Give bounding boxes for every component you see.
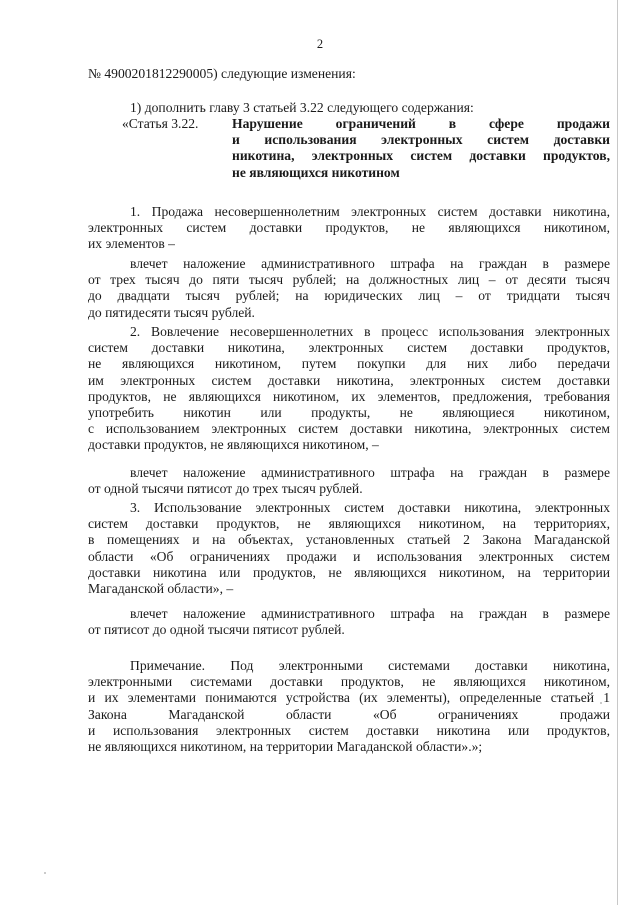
paragraph-line: 2. Вовлечение несовершеннолетних в процесс использования электронных	[130, 324, 610, 339]
note-line: электронными системами доставки продуктов, не являющихся никотином,	[88, 674, 610, 690]
article-title-line: не являющихся никотином	[232, 164, 400, 180]
article-number: «Статья 3.22.	[122, 116, 199, 131]
paragraph-line: до двадцати тысяч рублей; на юридических лиц – от тридцати тысяч	[88, 288, 610, 304]
paragraph-line: влечет наложение административного штрафа на граждан в размере	[130, 606, 610, 621]
paragraph-line: систем доставки продуктов, не являющихся никотином, на территориях,	[88, 516, 610, 532]
paragraph-2	[88, 256, 610, 321]
item1-text: 1) дополнить главу 3 статьей 3.22 следующего содержания:	[130, 100, 474, 115]
scan-edge-line	[617, 0, 618, 905]
paragraph-line: электронных систем доставки продуктов, не являющихся никотином,	[88, 220, 610, 236]
paragraph-line: в помещениях и на объектах, установленных статьей 2 Закона Магаданской	[88, 532, 610, 548]
paragraph-1	[88, 204, 610, 253]
article-title-line: и использования электронных систем доставки	[232, 132, 610, 148]
page-number: 2	[316, 37, 324, 51]
paragraph-5	[88, 500, 610, 597]
note-line: Закона Магаданской области «Об ограничениях продажи	[88, 706, 610, 722]
note-line: Примечание. Под электронными системами доставки никотина,	[130, 658, 610, 673]
paragraph-line: продуктов, не являющихся никотином, их элементов, предложения, требования	[88, 388, 610, 404]
paragraph-line: доставки продуктов, не являющихся никотином, –	[88, 437, 379, 453]
note-line: не являющихся никотином, на территории Магаданской области».»;	[88, 739, 483, 755]
paragraph-6	[88, 606, 610, 638]
paragraph-line: от трех тысяч до пяти тысяч рублей; на должностных лиц – от десяти тысяч	[88, 272, 610, 288]
note	[88, 658, 610, 755]
note-line: и их элементами понимаются устройства (их элементы), определенные статьей 1	[88, 690, 610, 706]
paragraph-line: употребить никотин или продукты, не являющиеся никотином,	[88, 405, 610, 421]
paragraph-line: 3. Использование электронных систем доставки никотина, электронных	[130, 500, 610, 515]
paragraph-line: от одной тысячи пятисот до трех тысяч рублей.	[88, 481, 363, 497]
paragraph-line: их элементов –	[88, 236, 175, 252]
note-line: и использования электронных систем доставки никотина или продуктов,	[88, 722, 610, 738]
paragraph-line: Магаданской области», –	[88, 581, 234, 597]
article-title	[232, 116, 610, 181]
paragraph-line: влечет наложение административного штрафа на граждан в размере	[130, 256, 610, 271]
paragraph-4	[88, 465, 610, 497]
paragraph-line: им электронных систем доставки никотина, электронных систем доставки	[88, 372, 610, 388]
article-title-line: Нарушение ограничений в сфере продажи	[232, 116, 610, 131]
paragraph-line: не являющихся никотином, путем покупки для них либо передачи	[88, 356, 610, 372]
scan-speck	[44, 872, 46, 874]
intro-text: № 4900201812290005) следующие изменения:	[88, 66, 356, 81]
paragraph-line: области «Об ограничениях продажи и использования электронных систем	[88, 548, 610, 564]
paragraph-line: до пятидесяти тысяч рублей.	[88, 304, 255, 320]
paragraph-line: от пятисот до одной тысячи пятисот рублей.	[88, 622, 345, 638]
article-title-line: никотина, электронных систем доставки продуктов,	[232, 148, 610, 164]
item1	[88, 100, 610, 116]
paragraph-3	[88, 324, 610, 454]
paragraph-line: 1. Продажа несовершеннолетним электронных систем доставки никотина,	[130, 204, 610, 219]
paragraph-line: влечет наложение административного штрафа на граждан в размере	[130, 465, 610, 480]
intro-line	[88, 66, 610, 82]
paragraph-line: систем доставки никотина, электронных систем доставки продуктов,	[88, 340, 610, 356]
paragraph-line: доставки никотина или продуктов, не являющихся никотином, на территории	[88, 564, 610, 580]
paragraph-line: с использованием электронных систем доставки никотина, электронных систем	[88, 421, 610, 437]
